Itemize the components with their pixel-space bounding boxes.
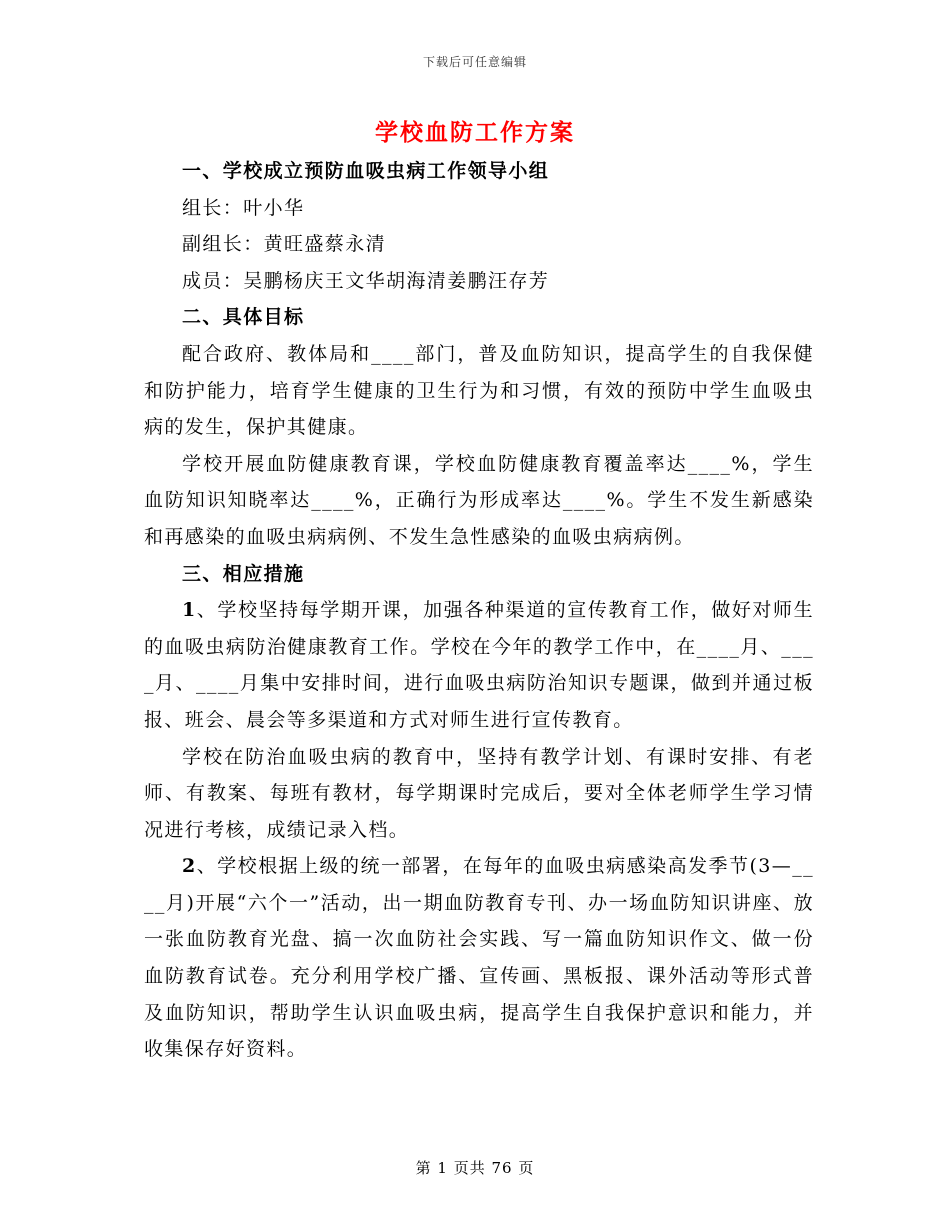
- item-number-1: 1: [182, 599, 197, 622]
- section-3-paragraph-1: [144, 592, 814, 738]
- leader-line: 组长：叶小华: [182, 196, 305, 219]
- section-3-heading: 三、相应措施: [182, 562, 305, 585]
- section-3-paragraph-2: 学校在防治血吸虫病的教育中，坚持有教学计划、有课时安排、有老师、有教案、每班有教材，每学期课时完成后，要对全体老师学生学习情况进行考核，成绩记录入档。: [144, 745, 814, 841]
- document-body: [144, 153, 814, 1068]
- item-number-2: 2: [182, 855, 197, 878]
- page-title: 学校血防工作方案: [375, 119, 575, 146]
- section-3-paragraph-3: [144, 848, 814, 1068]
- section-2-heading: 二、具体目标: [182, 306, 305, 329]
- section-2-paragraph-1: 配合政府、教体局和____部门，普及血防知识，提高学生的自我保健和防护能力，培育学生健康的卫生行为和习惯，有效的预防中学生血吸虫病的发生，保护其健康。: [144, 342, 814, 439]
- section-2-paragraph-2: 学校开展血防健康教育课，学校血防健康教育覆盖率达____%，学生血防知识知晓率达____%，正确行为形成率达____%。学生不发生新感染和再感染的血吸虫病病例、不发生急性感染的血吸虫病病例。: [144, 452, 814, 548]
- header-note: 下载后可任意编辑: [422, 55, 527, 69]
- section-1-heading: 一、学校成立预防血吸虫病工作领导小组: [182, 160, 550, 182]
- vice-leader-line: 副组长：黄旺盛蔡永清: [182, 233, 387, 256]
- members-line: 成员：吴鹏杨庆王文华胡海清姜鹏汪存芳: [182, 269, 550, 292]
- page-footer: 第 1 页共 76 页: [415, 1159, 535, 1177]
- section-3-paragraph-1-text: 、学校坚持每学期开课，加强各种渠道的宣传教育工作，做好对师生的血吸虫病防治健康教育工作。学校在今年的教学工作中，在____月、____月、____月集中安排时间，进行血吸虫病防治知识专题课，做到并通过板报、班会、晨会等多渠道和方式对师生进行宣传教育。: [144, 599, 814, 731]
- section-3-paragraph-3-text: 、学校根据上级的统一部署，在每年的血吸虫病感染高发季节(3—____月)开展“六个一”活动，出一期血防教育专刊、办一场血防知识讲座、放一张血防教育光盘、搞一次血防社会实践、写一篇血防知识作文、做一份血防教育试卷。充分利用学校广播、宣传画、黑板报、课外活动等形式普及血防知识，帮助学生认识血吸虫病，提高学生自我保护意识和能力，并收集保存好资料。: [144, 855, 814, 1061]
